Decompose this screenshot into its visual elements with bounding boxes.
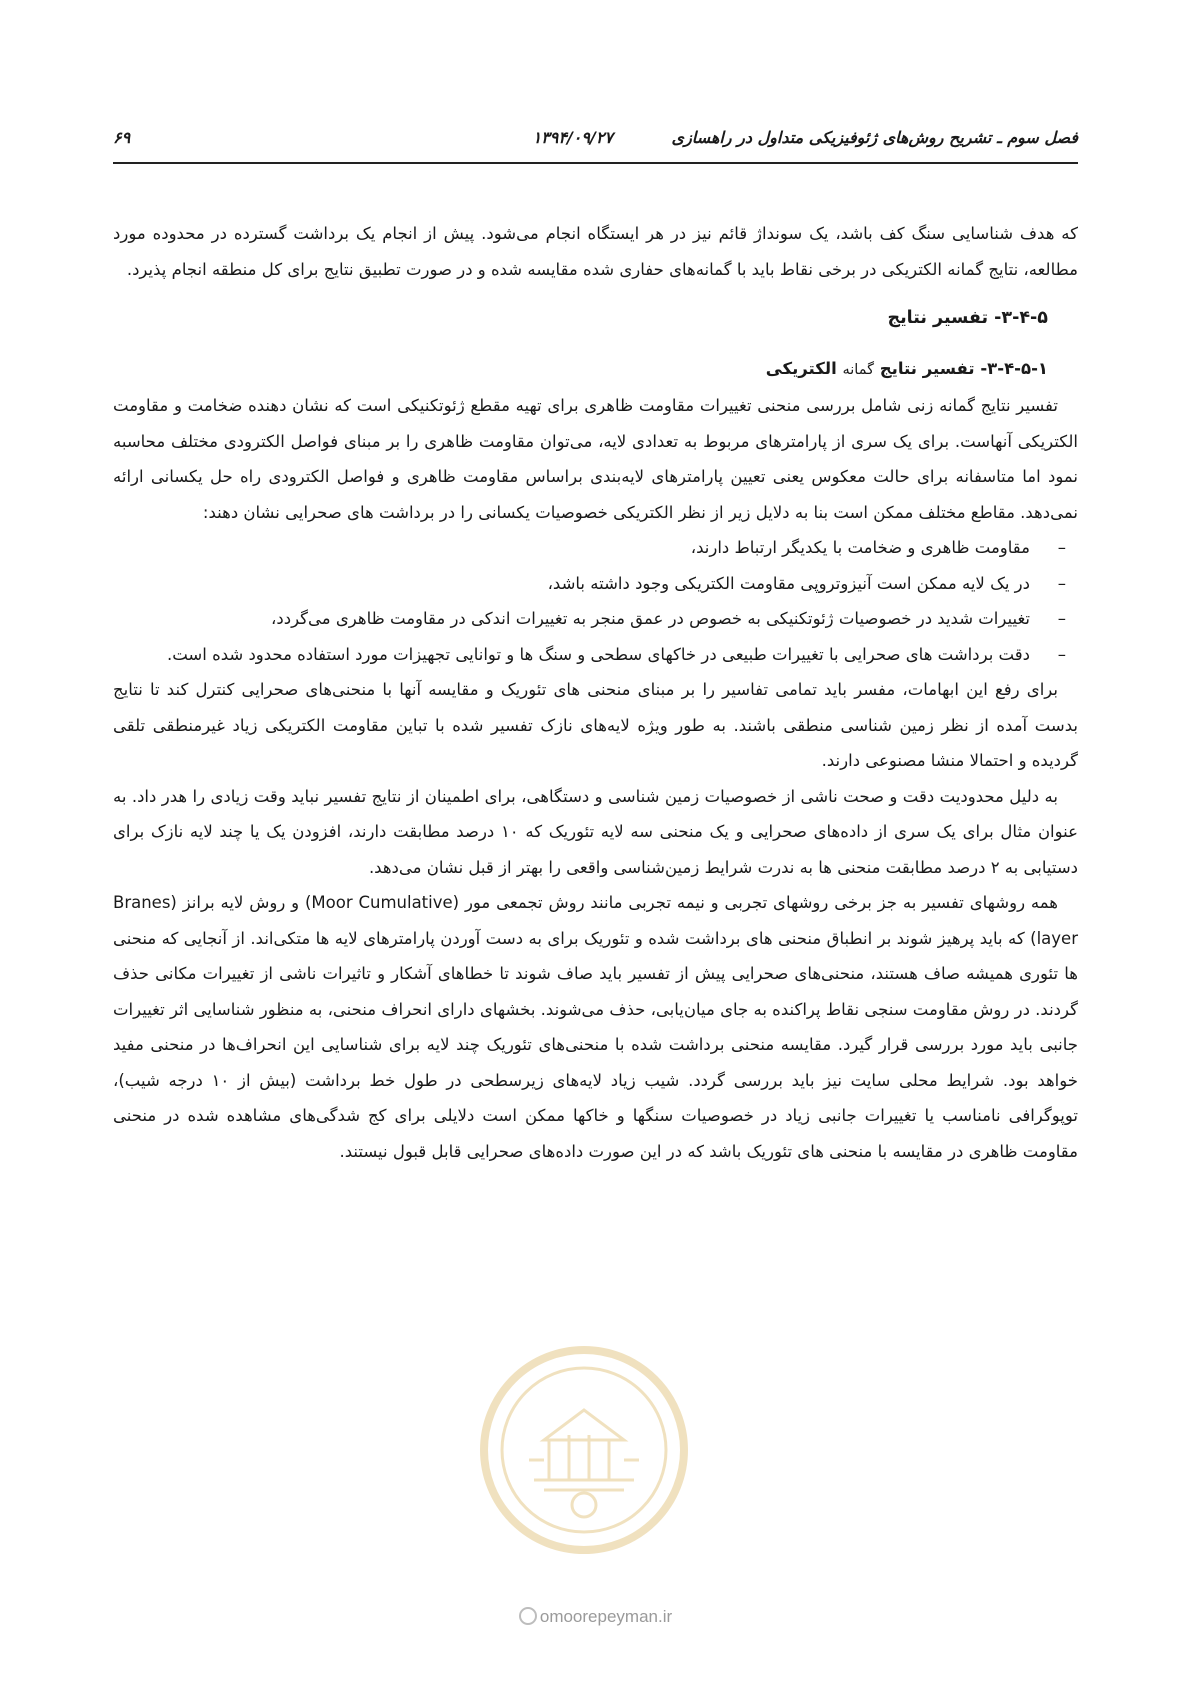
subsection-heading <box>113 351 1048 389</box>
body-paragraph-1: تفسیر نتایج گمانه زنی شامل بررسی منحنی تغییرات مقاومت ظاهری برای تهیه مقطع ژئوتکنیکی است که نشان دهنده ضخامت و مقاومت الکتریکی آنهاست. برای یک سری از پارامترهای مربوط به تعدادی لایه، می‌توان مقاومت ظاهری را بر مبنای فواصل الکترودی مختلف محاسبه نمود اما متاسفانه برای حالت معکوس یعنی تعیین پارامترهای لایه‌بندی براساس مقاومت ظاهری و فواصل الکترودی راه حل یکسانی ارائه نمی‌دهد. مقاطع مختلف ممکن است بنا به دلایل زیر از نظر الکتریکی خصوصیات یکسانی را در برداشت های صحرایی نشان دهند: <box>113 396 1078 522</box>
list-item <box>113 637 1066 673</box>
footer-site: omoorepeyman.ir <box>539 1607 673 1626</box>
footer-watermark <box>0 1607 1191 1627</box>
bullet-list <box>113 530 1078 672</box>
list-item-text: مقاومت ظاهری و ضخامت با یکدیگر ارتباط دارند، <box>690 538 1030 557</box>
list-item-text: در یک لایه ممکن است آنیزوتروپی مقاومت الکتریکی وجود داشته باشد، <box>547 573 1030 593</box>
header-date: ۱۳۹۴/۰۹/۲۷ <box>532 128 613 147</box>
chapter-title: فصل سوم ـ تشریح روش‌های ژئوفیزیکی متداول در راهسازی <box>671 128 1078 147</box>
seal-icon <box>474 1340 694 1560</box>
body-paragraph-2: برای رفع این ابهامات، مفسر باید تمامی تفاسیر را بر مبنای منحنی های تئوریک و مقایسه آنها با منحنی‌های صحرایی کنترل کند تا نتایج بدست آمده از نظر زمین شناسی منطقی باشند. به طور ویژه لایه‌های نازک تفسیر شده با تباین مقاومت الکتریکی زیاد غیرمنطقی تلقی گردیده و احتمالا منشا مصنوعی دارند. <box>113 680 1078 770</box>
list-item <box>113 566 1066 602</box>
section-heading: ۳-۴-۵- تفسیر نتایج <box>887 308 1048 328</box>
dash-bullet: – <box>1057 573 1066 593</box>
list-item <box>113 530 1066 566</box>
subsection-heading-bold: ۳-۴-۵-۱- تفسیر نتایج <box>879 358 1048 378</box>
body-paragraph-4: همه روشهای تفسیر به جز برخی روشهای تجربی و نیمه تجربی مانند روش تجمعی مور (Moor Cumulative) و روش لایه برانز (Branes layer) که باید پرهیز شوند بر انطباق منحنی های برداشت شده و تئوریک برای به دست آوردن پارامترهای لایه ها متکی‌اند. از آنجایی که منحنی ها تئوری همیشه صاف هستند، منحنی‌های صحرایی پیش از تفسیر باید صاف شوند تا خطاهای آشکار و تاثیرات ناشی از تغییرات مکانی حذف گردند. در روش مقاومت سنجی نقاط پراکنده به جای میان‌یابی، حذف می‌شوند. بخشهای دارای انحراف منحنی، به منظور شناسایی اثر تغییرات جانبی باید مورد بررسی قرار گیرد. مقایسه منحنی برداشت شده با منحنی‌های تئوریک چند لایه برای شناسایی این انحراف‌ها در منحنی مفید خواهد بود. شرایط محلی سایت نیز باید بررسی گردد. شیب زیاد لایه‌های زیرسطحی در طول خط برداشت (بیش از ۱۰ درجه شیب)، توپوگرافی نامناسب یا تغییرات جانبی زیاد در خصوصیات سنگها و خاکها ممکن است دلایلی برای کج شدگی‌های مشاهده شده در منحنی مقاومت ظاهری در مقایسه با منحنی های تئوریک باشد که در این صورت داده‌های صحرایی قابل قبول نیستند. <box>113 893 1078 1161</box>
list-item-text: تغییرات شدید در خصوصیات ژئوتکنیکی به خصوص در عمق منجر به تغییرات اندکی در مقاومت ظاهری می‌گردد، <box>271 609 1030 628</box>
list-item-text: دقت برداشت های صحرایی با تغییرات طبیعی در خاکهای سطحی و سنگ ها و توانایی تجهیزات مورد استفاده محدود شده است. <box>166 644 1030 664</box>
intro-paragraph: که هدف شناسایی سنگ کف باشد، یک سونداژ قائم نیز در هر ایستگاه انجام می‌شود. پیش از انجام یک برداشت گسترده در محدوده مورد مطالعه، نتایج گمانه الکتریکی در برخی نقاط باید با گمانه‌های حفاری شده مقایسه شده و در صورت تطبیق نتایج برای کل منطقه انجام پذیرد. <box>113 224 1078 279</box>
list-item <box>113 601 1066 637</box>
watermark-seal <box>474 1340 694 1560</box>
document-body <box>113 216 1078 1169</box>
dash-bullet: – <box>1057 609 1066 628</box>
subsection-heading-light: گمانه <box>842 361 874 378</box>
dash-bullet: – <box>1057 538 1066 557</box>
at-icon <box>519 1607 537 1625</box>
dash-bullet: – <box>1057 644 1066 664</box>
header-divider <box>113 162 1078 164</box>
body-paragraph-3: به دلیل محدودیت دقت و صحت ناشی از خصوصیات زمین شناسی و دستگاهی، برای اطمینان از نتایج تفسیر نباید وقت زیادی را هدر داد. به عنوان مثال برای یک سری از داده‌های صحرایی و یک منحنی سه لایه تئوریک که ۱۰ درصد مطابقت دارند، افزودن یک یا چند لایه نازک برای دستیابی به ۲ درصد مطابقت منحنی ها به ندرت شرایط زمین‌شناسی واقعی را بهتر از قبل نشان می‌دهد. <box>113 786 1078 877</box>
page-number: ۶۹ <box>113 128 131 147</box>
subsection-heading-end: الکتریکی <box>765 358 837 378</box>
page-header <box>113 128 1078 156</box>
